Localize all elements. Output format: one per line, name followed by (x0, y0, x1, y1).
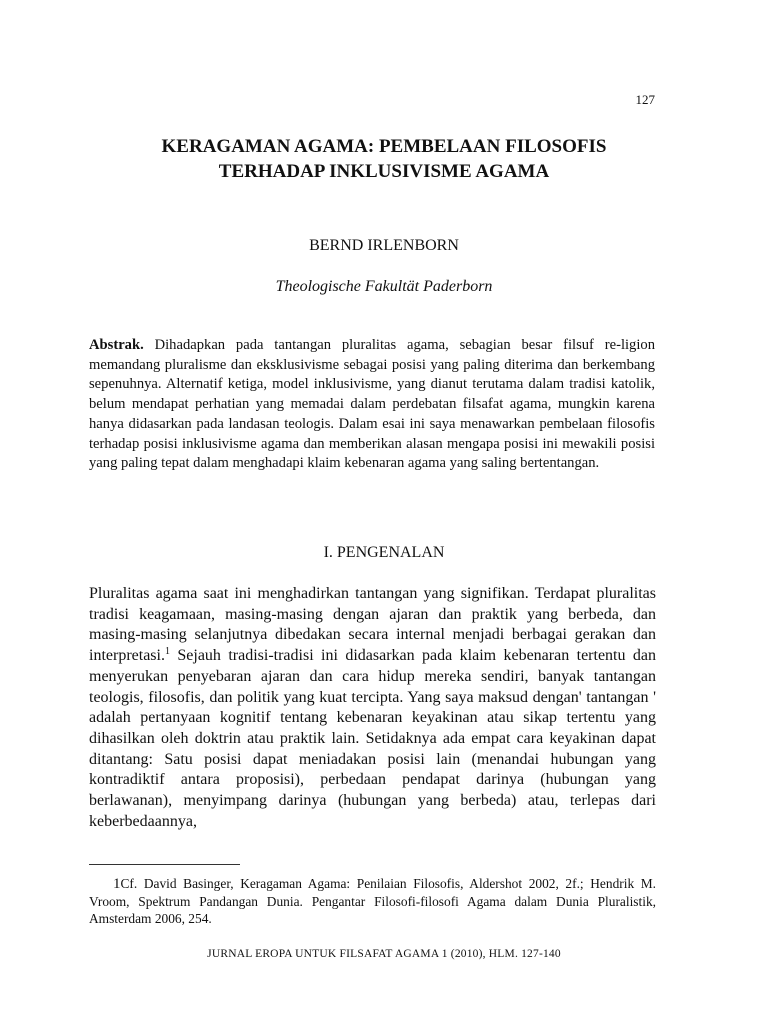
footnote-text: Cf. David Basinger, Keragaman Agama: Penilaian Filosofis, Aldershot 2002, 2f.; Hendrik M. Vroom, Spektrum Pandangan Dunia. Pengantar Filosofi-filosofi Agama dalam Dunia Pluralistik, Amsterdam 2006, 254. (89, 876, 656, 926)
footnote-mark: 1 (113, 876, 121, 892)
article-title (0, 134, 768, 184)
abstract (89, 336, 655, 474)
abstract-text: Dihadapkan pada tantangan pluralitas agama, sebagian besar filsuf re-ligion memandang pluralisme dan eksklusivisme sebagai posisi yang paling diterima dan berkembang sepenuhnya. Alternatif ketiga, model inklusivisme, yang dianut terutama dalam tradisi katolik, belum mendapat perhatian yang memadai dalam perdebatan filsafat agama, mungkin karena hanya didasarkan pada landasan teologis. Dalam esai ini saya menawarkan pembelaan filosofis terhadap posisi inklusivisme agama dan memberikan alasan mengapa posisi ini mewakili posisi yang paling tepat dalam menghadapi klaim kebenaran agama yang saling bertentangan. (89, 337, 655, 472)
body-paragraph (89, 584, 656, 832)
title-line-2: TERHADAP INKLUSIVISME AGAMA (218, 161, 550, 182)
body-text-part-1: Pluralitas agama saat ini menghadirkan tantangan yang signifikan. Terdapat pluralitas tradisi keagamaan, masing-masing dengan ajaran dan praktik yang berbeda, dan masing-masing selanjutnya dibedakan secara internal menjadi berbagai gerakan dan interpretasi. (89, 585, 656, 665)
section-heading: I. PENGENALAN (323, 544, 445, 561)
author-name: BERND IRLENBORN (309, 237, 459, 254)
page-number: 127 (635, 92, 655, 107)
body-text-part-2: Sejauh tradisi-tradisi ini didasarkan pada klaim kebenaran tertentu dan menyerukan penyebaran ajaran dan cara hidup mereka sendiri, banyak tantangan teologis, filosofis, dan politik yang kuat tercipta. Yang saya maksud dengan' tantangan ' adalah pertanyaan kognitif tentang kebenaran keyakinan atau sikap tertentu yang dihasilkan oleh doktrin atau praktik lain. Setidaknya ada empat cara keyakinan dapat ditantang: Satu posisi dapat meniadakan posisi lain (menandai hubungan yang kontradiktif antara proposisi), perbedaan pendapat darinya (hubungan yang berlawanan), menyimpang darinya (hubungan yang berbeda) atau, terlepas dari keberbedaannya, (89, 647, 656, 830)
author-affiliation: Theologische Fakultät Paderborn (275, 278, 493, 295)
footnote (89, 875, 656, 927)
title-line-1: KERAGAMAN AGAMA: PEMBELAAN FILOSOFIS (161, 136, 607, 157)
running-footer: JURNAL EROPA UNTUK FILSAFAT AGAMA 1 (2010), HLM. 127-140 (207, 948, 561, 960)
abstract-label: Abstrak. (89, 337, 144, 353)
footnote-divider (89, 864, 240, 865)
footnote-reference[interactable]: 1 (164, 646, 170, 658)
